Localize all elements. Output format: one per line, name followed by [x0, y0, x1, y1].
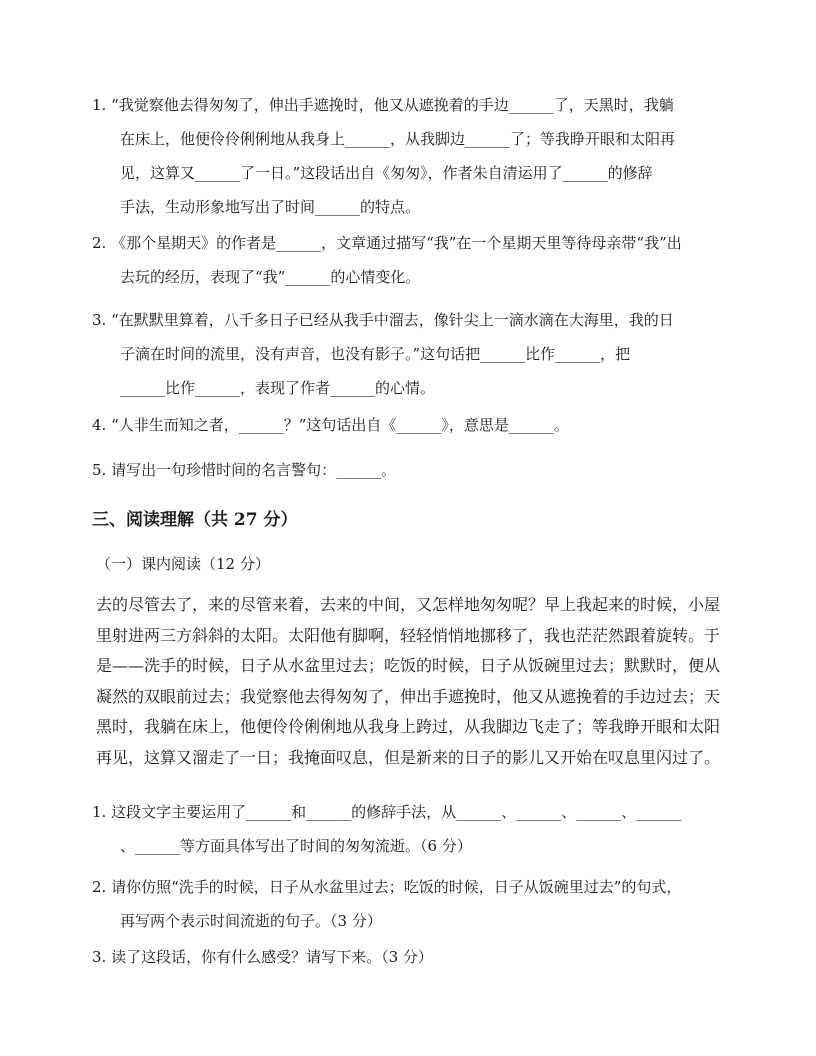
passage-line: 里射进两三方斜斜的太阳。太阳他有脚啊，轻轻悄悄地挪移了，我也茫茫然跟着旋转。于 [96, 625, 721, 645]
reading-passage [96, 590, 721, 773]
question-line: 3. 读了这段话，你有什么感受？请写下来。（3 分） [92, 948, 433, 966]
reading-question-3 [92, 940, 720, 974]
question-line: 4. “人非生而知之者，______？”这句话出自《______》，意思是______。 [92, 416, 569, 434]
passage-line: 是——洗手的时候，日子从水盆里过去；吃饭的时候，日子从饭碗里过去；默默时，便从 [96, 656, 721, 675]
question-line: 再写两个表示时间流逝的句子。（3 分） [120, 912, 382, 930]
question-line: 2. 《那个星期天》的作者是______，文章通过描写“我”在一个星期天里等待母亲带“我”出 [92, 234, 682, 252]
question-line: 1. “我觉察他去得匆匆了，伸出手遮挽时，他又从遮挽着的手边______了，天黑时，我躺 [92, 96, 674, 114]
reading-question-2 [92, 870, 720, 938]
passage-line: 去的尽管去了，来的尽管来着，去来的中间，又怎样地匆匆呢？早上我起来的时候，小屋 [96, 595, 721, 614]
question-line: 见，这算又______了一日。”这段话出自《匆匆》，作者朱自清运用了______的修辞 [120, 164, 653, 182]
fill-question-4 [92, 408, 720, 442]
subsection-heading: （一）课内阅读（12 分） [96, 555, 270, 573]
fill-question-2 [92, 226, 720, 294]
question-line: 手法，生动形象地写出了时间______的特点。 [120, 198, 421, 216]
fill-question-1 [92, 88, 720, 224]
question-line: ______比作______，表现了作者______的心情。 [120, 379, 436, 397]
passage-line: 凝然的双眼前过去；我觉察他去得匆匆了，伸出手遮挽时，他又从遮挽着的手边过去；天 [96, 686, 721, 706]
passage-line: 再见，这算又溜走了一日；我掩面叹息，但是新来的日子的影儿又开始在叹息里闪过了。 [96, 747, 721, 767]
section-heading: 三、阅读理解（共 27 分） [92, 510, 298, 530]
question-line: 3. “在默默里算着，八千多日子已经从我手中溜去，像针尖上一滴水滴在大海里，我的日 [92, 311, 674, 329]
question-line: 、______等方面具体写出了时间的匆匆流逝。（6 分） [120, 837, 472, 855]
question-line: 在床上，他便伶伶俐俐地从我身上______，从我脚边______了；等我睁开眼和太阳再 [120, 130, 676, 148]
question-line: 子滴在时间的流里，没有声音，也没有影子。”这句话把______比作______，把 [120, 345, 631, 363]
question-line: 5. 请写出一句珍惜时间的名言警句：______。 [92, 461, 397, 479]
reading-question-1 [92, 795, 720, 863]
question-line: 去玩的经历，表现了“我”______的心情变化。 [120, 268, 421, 286]
fill-question-5 [92, 453, 720, 487]
fill-question-3 [92, 303, 720, 405]
question-line: 2. 请你仿照“洗手的时候，日子从水盆里过去；吃饭的时候，日子从饭碗里过去”的句式， [92, 878, 682, 896]
passage-line: 黑时，我躺在床上，他便伶伶俐俐地从我身上跨过，从我脚边飞走了；等我睁开眼和太阳 [96, 717, 721, 736]
question-line: 1. 这段文字主要运用了______和______的修辞手法，从______、______、______、______ [92, 803, 682, 821]
